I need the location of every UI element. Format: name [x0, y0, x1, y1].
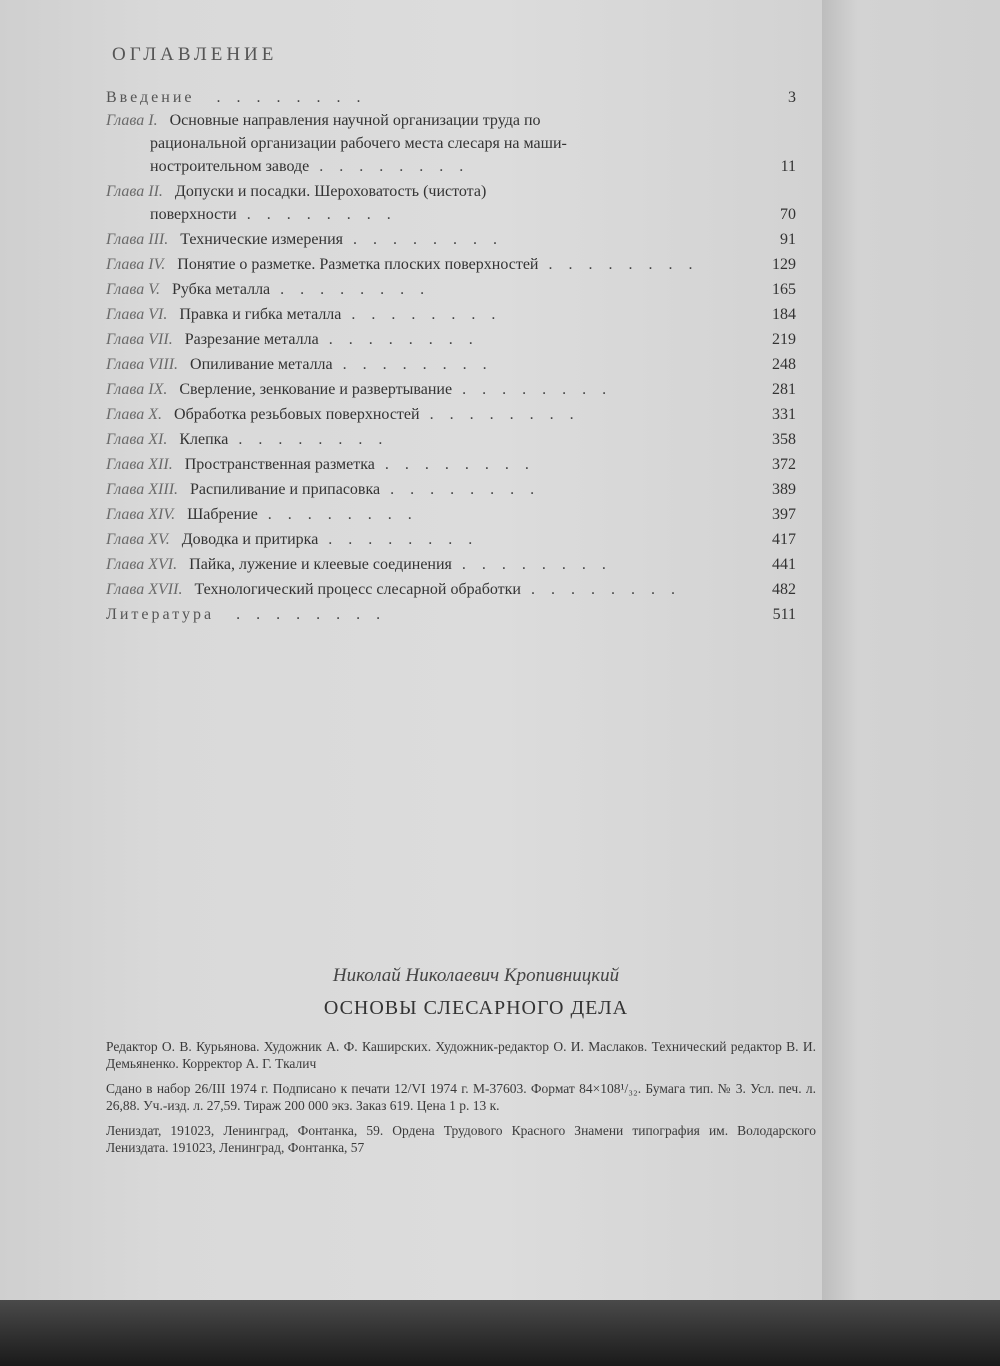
toc-entry-line: [106, 378, 796, 401]
toc-entry-title: поверхности: [150, 206, 237, 223]
toc-entry-title: Технические измерения: [180, 231, 343, 248]
toc-entry-line: [106, 553, 796, 576]
toc-entry-page: 70: [780, 206, 796, 223]
toc-entry-line: [106, 428, 796, 451]
toc-entry-label: Глава V.: [106, 281, 160, 298]
toc-entry: [106, 453, 796, 476]
toc-entry-page: 11: [780, 158, 796, 175]
toc-entry-title: Технологический процесс слесарной обработки: [194, 581, 521, 598]
toc-entry: [106, 578, 796, 601]
toc-entry: [106, 428, 796, 451]
toc-entry-title: Правка и гибка металла: [179, 306, 342, 323]
toc-leader-dots: . . . . . . . .: [380, 481, 541, 498]
toc-entry-page: 3: [788, 89, 796, 106]
toc-leader-dots: . . . . . . . .: [538, 256, 699, 273]
toc-entry-line: [106, 578, 796, 601]
toc-entry: [106, 378, 796, 401]
toc-entry-label: Глава VI.: [106, 306, 168, 323]
toc-entry-label: Глава XIII.: [106, 481, 179, 498]
toc-entry-title: Основные направления научной организации труда по: [169, 112, 541, 129]
toc-entry-page: 482: [772, 581, 796, 598]
toc-entry-label: Глава III.: [106, 231, 169, 248]
toc-leader-dots: . . . . . . . .: [236, 206, 397, 223]
toc-entry-line: [106, 228, 796, 251]
toc-entry-line: [106, 180, 796, 203]
toc-entry-label: Введение: [106, 89, 195, 106]
toc-entry-line: [106, 86, 796, 109]
toc-leader-dots: . . . . . . . .: [226, 606, 387, 623]
toc-entry-title: Шабрение: [187, 506, 258, 523]
toc-entry-page: 91: [780, 231, 796, 248]
right-page: [822, 0, 1000, 1318]
toc-entry-label: Глава IV.: [106, 256, 166, 273]
toc-entry-line: [106, 303, 796, 326]
toc-entry-label: Глава XIV.: [106, 506, 176, 523]
toc-entry-page: 441: [772, 556, 796, 573]
print-info: Сдано в набор 26/III 1974 г. Подписано к печати 12/VI 1974 г. М-37603. Формат 84×108¹/₃₂. Бумага тип. № 3. Усл. печ. л. 26,88. Уч.-изд. л. 27,59. Тираж 200 000 экз. Заказ 619. Цена 1 р. 13 к.: [106, 1081, 816, 1113]
toc-entry-title: Понятие о разметке. Разметка плоских поверхностей: [177, 256, 539, 273]
toc-entry-page: 389: [772, 481, 796, 498]
toc-entry: [106, 109, 796, 178]
toc-leader-dots: . . . . . . . .: [341, 306, 502, 323]
toc-entry: [106, 553, 796, 576]
toc-entry-line: [106, 328, 796, 351]
toc-entry-label: Глава XVI.: [106, 556, 178, 573]
toc-entry-title: ностроительном заводе: [150, 158, 310, 175]
credits: Редактор О. В. Курьянова. Художник А. Ф. Каширских. Художник-редактор О. И. Маслаков. Технический редактор В. И. Демьяненко. Корректор А. Г. Ткалич: [106, 1039, 816, 1071]
toc-entry-line: [106, 478, 796, 501]
toc-entry-page: 248: [772, 356, 796, 373]
toc-entry: [106, 328, 796, 351]
toc-entry-title: Обработка резьбовых поверхностей: [174, 406, 420, 423]
toc-entry-page: 184: [772, 306, 796, 323]
toc-leader-dots: . . . . . . . .: [318, 531, 479, 548]
toc-entry-label: Глава VII.: [106, 331, 173, 348]
toc-entry-line: [106, 403, 796, 426]
toc-entry-label: Глава I.: [106, 112, 158, 129]
toc-entry: [106, 180, 796, 226]
toc-entry-title: Опиливание металла: [190, 356, 333, 373]
toc-leader-dots: . . . . . . . .: [374, 456, 535, 473]
toc-entry-title: Разрезание металла: [184, 331, 319, 348]
toc-entry-line: [106, 353, 796, 376]
toc-entry: [106, 503, 796, 526]
toc-entry-label: Литература: [106, 606, 215, 623]
toc-entry-page: 397: [772, 506, 796, 523]
toc-entry: [106, 303, 796, 326]
publisher: Лениздат, 191023, Ленинград, Фонтанка, 59. Ордена Трудового Красного Знамени типография им. Володарского Лениздата. 191023, Ленинград, Фонтанка, 57: [106, 1123, 816, 1155]
toc-entry-title: Допуски и посадки. Шероховатость (чистота): [174, 183, 487, 200]
toc-entry: [106, 403, 796, 426]
toc-entry-page: 165: [772, 281, 796, 298]
toc-entry-line: [106, 278, 796, 301]
toc-entry-page: 281: [772, 381, 796, 398]
toc-entry-label: Глава XII.: [106, 456, 173, 473]
toc-leader-dots: . . . . . . . .: [309, 158, 470, 175]
toc-entry-title: Доводка и притирка: [181, 531, 319, 548]
toc-entry: [106, 86, 796, 109]
toc-entry-line: [106, 503, 796, 526]
toc-entry-title: Пространственная разметка: [184, 456, 375, 473]
toc-entry: [106, 353, 796, 376]
toc-entry-page: 129: [772, 256, 796, 273]
toc-leader-dots: . . . . . . . .: [228, 431, 389, 448]
author-name: Николай Николаевич Кропивницкий: [332, 965, 620, 986]
book-title: ОСНОВЫ СЛЕСАРНОГО ДЕЛА: [323, 997, 629, 1019]
toc-entry-label: Глава II.: [106, 183, 163, 200]
toc-entry: [106, 478, 796, 501]
toc-entry-label: Глава XV.: [106, 531, 170, 548]
toc-entry-title: рациональной организации рабочего места слесаря на маши-: [150, 135, 567, 152]
toc-entry-line: [106, 203, 796, 226]
toc-entry: [106, 253, 796, 276]
toc-entry-label: Глава X.: [106, 406, 163, 423]
toc-leader-dots: . . . . . . . .: [270, 281, 431, 298]
toc-heading: ОГЛАВЛЕНИЕ: [112, 44, 278, 65]
toc-leader-dots: . . . . . . . .: [342, 231, 503, 248]
toc-leader-dots: . . . . . . . .: [257, 506, 418, 523]
toc-entry-line: [106, 155, 796, 178]
toc-entry-line: [106, 109, 796, 132]
bottom-shadow: [0, 1300, 1000, 1366]
toc-leader-dots: . . . . . . . .: [332, 356, 493, 373]
toc-entry-page: 511: [772, 606, 796, 623]
toc-entry-page: 372: [772, 456, 796, 473]
toc-entry-line: [106, 132, 796, 155]
toc-entry-line: [106, 603, 796, 626]
toc-entry-line: [106, 453, 796, 476]
toc-entry-line: [106, 253, 796, 276]
table-of-contents: [106, 86, 796, 626]
toc-entry-page: 219: [772, 331, 796, 348]
toc-entry: [106, 528, 796, 551]
toc-entry-page: 331: [772, 406, 796, 423]
toc-entry-label: Глава IX.: [106, 381, 168, 398]
toc-entry-line: [106, 528, 796, 551]
toc-entry-title: Пайка, лужение и клеевые соединения: [189, 556, 452, 573]
toc-entry-title: Сверление, зенкование и развертывание: [179, 381, 453, 398]
toc-entry: [106, 603, 796, 626]
toc-entry-page: 417: [772, 531, 796, 548]
toc-entry: [106, 228, 796, 251]
toc-entry-page: 358: [772, 431, 796, 448]
toc-entry-label: Глава XVII.: [106, 581, 183, 598]
colophon: [106, 965, 816, 1164]
toc-entry-label: Глава VIII.: [106, 356, 179, 373]
toc-entry-title: Клепка: [179, 431, 229, 448]
toc-entry-label: Глава XI.: [106, 431, 168, 448]
toc-leader-dots: . . . . . . . .: [419, 406, 580, 423]
imprint: [106, 1038, 816, 1156]
toc-leader-dots: . . . . . . . .: [520, 581, 681, 598]
toc-leader-dots: . . . . . . . .: [318, 331, 479, 348]
toc-leader-dots: . . . . . . . .: [452, 381, 613, 398]
toc-entry: [106, 278, 796, 301]
toc-leader-dots: . . . . . . . .: [206, 89, 367, 106]
toc-leader-dots: . . . . . . . .: [451, 556, 612, 573]
toc-entry-title: Распиливание и припасовка: [190, 481, 381, 498]
toc-entry-title: Рубка металла: [171, 281, 271, 298]
